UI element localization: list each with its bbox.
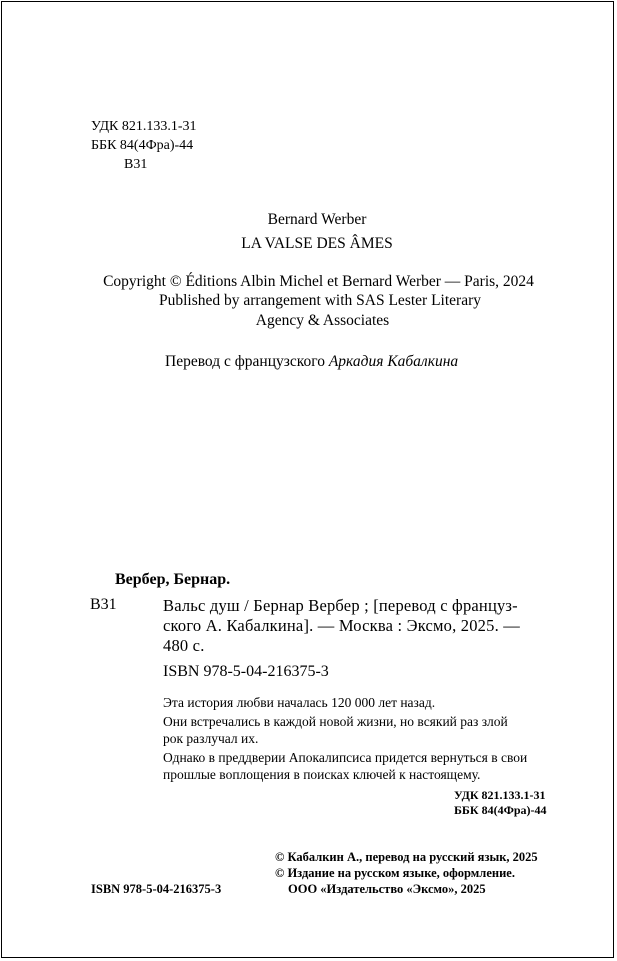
bottom-codes [454,788,547,818]
annotation-line-2: Они встречались в каждой новой жизни, но всякий раз злой [163,714,508,729]
annotation-line-1: Эта история любви началась 120 000 лет назад. [163,695,436,710]
top-bbk: ББК 84(4Фра)-44 [91,138,194,153]
copyright-line-3: Agency & Associates [255,312,390,329]
translation-prefix: Перевод с французского [165,353,325,370]
annotation [163,694,527,783]
annotation-line-3: рок разлучал их. [163,731,259,746]
top-author-mark: В31 [124,157,148,172]
ru-copyright-1: © Кабалкин А., перевод на русский язык, 2025 [275,850,538,864]
annotation-line-4: Однако в преддверии Апокалипсиса придется вернуться в свои [163,750,528,765]
ru-copyrights [275,849,538,897]
bottom-udk: УДК 821.133.1-31 [454,788,546,802]
catalog-line-2: ского А. Кабалкина]. — Москва : Эксмо, 2025. — [163,616,520,635]
translation-credit [165,353,458,371]
annotation-line-5: прошлые воплощения в поисках ключей к настоящему. [163,767,481,782]
catalog-isbn: ISBN 978-5-04-216375-3 [163,663,329,680]
ru-copyright-3: ООО «Издательство «Эксмо», 2025 [288,882,486,896]
bottom-bbk: ББК 84(4Фра)-44 [454,803,547,817]
catalog-description [163,596,520,656]
copyright-line-2: Published by arrangement with SAS Lester Literary [159,292,481,309]
copyright-line-1: Copyright © Éditions Albin Michel et Bernard Werber — Paris, 2024 [103,273,534,290]
catalog-line-3: 480 с. [163,636,205,655]
top-codes [91,117,197,174]
catalog-code: В31 [90,596,117,613]
bottom-isbn: ISBN 978-5-04-216375-3 [91,882,222,896]
original-title: LA VALSE DES ÂMES [241,235,393,252]
translator-name: Аркадия Кабалкина [328,353,459,370]
ru-copyright-2: © Издание на русском языке, оформление. [275,866,515,880]
catalog-heading: Вербер, Бернар. [115,571,231,588]
original-author: Bernard Werber [267,211,367,228]
catalog-line-1: Вальс душ / Бернар Вербер ; [перевод с француз- [163,596,518,615]
top-udk: УДК 821.133.1-31 [91,119,197,134]
